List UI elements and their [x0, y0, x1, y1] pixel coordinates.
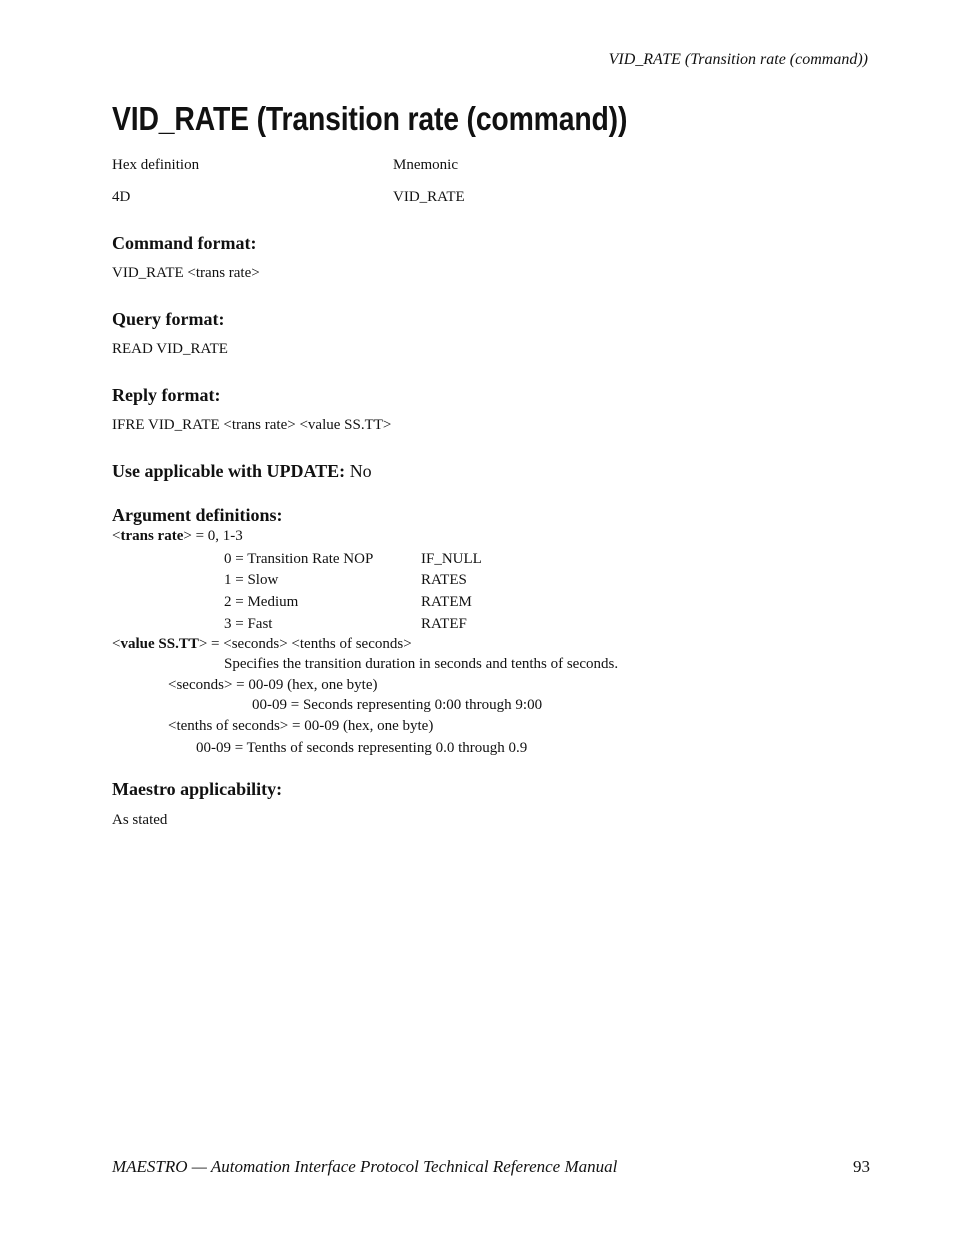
- query-format-heading: Query format:: [112, 309, 225, 329]
- query-format-text: READ VID_RATE: [112, 341, 228, 357]
- footer-page-number: 93: [853, 1157, 870, 1176]
- value-description: Specifies the transition duration in seconds and tenths of seconds.: [224, 656, 619, 672]
- hex-value: 4D: [112, 189, 131, 205]
- command-format-text: VID_RATE <trans rate>: [112, 265, 260, 281]
- trans-rate-mnemonic: RATEF: [421, 616, 467, 632]
- running-header: VID_RATE (Transition rate (command)): [608, 51, 868, 68]
- trans-rate-name: trans rate: [120, 528, 184, 544]
- trans-rate-desc: 1 = Slow: [224, 572, 279, 588]
- trans-rate-mnemonic: IF_NULL: [421, 551, 482, 567]
- command-format-heading: Command format:: [112, 233, 257, 253]
- seconds-range: 00-09 = Seconds representing 0:00 through 9:00: [252, 697, 543, 713]
- trans-rate-mnemonic: RATES: [421, 572, 467, 588]
- tenths-range: 00-09 = Tenths of seconds representing 0.0 through 0.9: [196, 740, 528, 756]
- argument-definitions-heading: Argument definitions:: [112, 505, 283, 525]
- reply-format-text: IFRE VID_RATE <trans rate> <value SS.TT>: [112, 417, 392, 433]
- mnemonic-value: VID_RATE: [393, 189, 465, 205]
- footer-manual-title: MAESTRO — Automation Interface Protocol Technical Reference Manual: [112, 1157, 618, 1176]
- value-ss-tt-name: value SS.TT: [120, 636, 199, 652]
- page-title: VID_RATE (Transition rate (command)): [112, 100, 628, 137]
- mnemonic-label: Mnemonic: [393, 157, 458, 173]
- trans-rate-mnemonic: RATEM: [421, 594, 472, 610]
- maestro-applicability-heading: Maestro applicability:: [112, 779, 283, 799]
- tenths-definition: <tenths of seconds> = 00-09 (hex, one byte): [168, 718, 434, 734]
- trans-rate-desc: 3 = Fast: [224, 616, 273, 632]
- hex-definition-label: Hex definition: [112, 157, 200, 173]
- trans-rate-desc: 2 = Medium: [224, 594, 299, 610]
- update-heading: Use applicable with UPDATE:: [112, 461, 346, 481]
- update-line: [112, 461, 372, 482]
- value-ss-tt-definition: <value SS.TT> = <seconds> <tenths of seconds>: [112, 636, 412, 652]
- trans-rate-desc: 0 = Transition Rate NOP: [224, 551, 374, 567]
- maestro-applicability-text: As stated: [112, 812, 168, 828]
- reply-format-heading: Reply format:: [112, 385, 221, 405]
- trans-rate-definition: <trans rate> = 0, 1-3: [112, 528, 243, 544]
- update-value: No: [349, 461, 372, 481]
- seconds-definition: <seconds> = 00-09 (hex, one byte): [168, 677, 378, 693]
